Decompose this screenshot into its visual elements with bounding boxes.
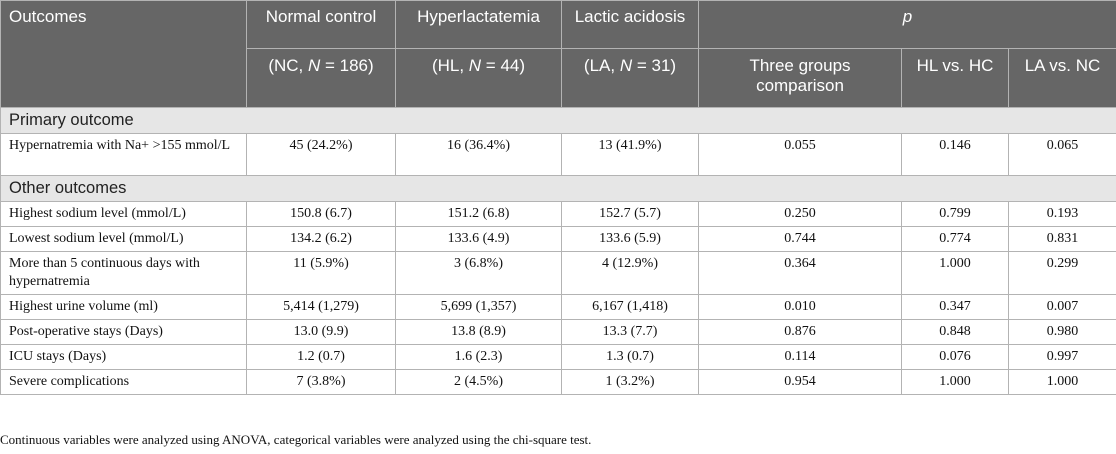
row-label: Lowest sodium level (mmol/L) [1,227,247,252]
cell-nc: 150.8 (6.7) [247,202,396,227]
cell-nc: 11 (5.9%) [247,252,396,295]
cell-p-la: 1.000 [1009,370,1116,395]
header-p: p [699,1,1116,49]
cell-nc: 7 (3.8%) [247,370,396,395]
row-label: Highest sodium level (mmol/L) [1,202,247,227]
cell-p-three: 0.954 [699,370,902,395]
row-label: Hypernatremia with Na+ >155 mmol/L [1,134,247,176]
cell-nc: 5,414 (1,279) [247,295,396,320]
section-label: Primary outcome [1,108,1116,134]
row-label: Post-operative stays (Days) [1,320,247,345]
cell-hl: 5,699 (1,357) [396,295,562,320]
section-other [1,176,1116,202]
table-row [1,345,1116,370]
cell-p-hl: 0.848 [902,320,1009,345]
cell-p-hl: 0.774 [902,227,1009,252]
cell-la: 152.7 (5.7) [562,202,699,227]
table-row [1,370,1116,395]
cell-la: 1 (3.2%) [562,370,699,395]
cell-p-three: 0.010 [699,295,902,320]
cell-nc: 13.0 (9.9) [247,320,396,345]
cell-hl: 13.8 (8.9) [396,320,562,345]
header-hl-n: (HL, N = 44) [396,49,562,108]
cell-la: 1.3 (0.7) [562,345,699,370]
table-row [1,134,1116,176]
row-label: ICU stays (Days) [1,345,247,370]
cell-la: 133.6 (5.9) [562,227,699,252]
cell-p-la: 0.299 [1009,252,1116,295]
cell-hl: 151.2 (6.8) [396,202,562,227]
header-outcomes: Outcomes [1,1,247,108]
table-row [1,227,1116,252]
cell-p-three: 0.055 [699,134,902,176]
cell-la: 6,167 (1,418) [562,295,699,320]
row-label: More than 5 continuous days with hypernatremia [1,252,247,295]
header-three-groups: Three groups comparison [699,49,902,108]
header-lactic-acidosis: Lactic acidosis [562,1,699,49]
header-hyperlactatemia: Hyperlactatemia [396,1,562,49]
cell-p-hl: 0.076 [902,345,1009,370]
cell-p-hl: 1.000 [902,370,1009,395]
cell-p-la: 0.193 [1009,202,1116,227]
header-nc-n: (NC, N = 186) [247,49,396,108]
header-la-n: (LA, N = 31) [562,49,699,108]
table-row [1,295,1116,320]
cell-p-three: 0.876 [699,320,902,345]
section-label: Other outcomes [1,176,1116,202]
table-row [1,320,1116,345]
row-label: Highest urine volume (ml) [1,295,247,320]
cell-p-la: 0.065 [1009,134,1116,176]
cell-p-three: 0.114 [699,345,902,370]
cell-p-la: 0.997 [1009,345,1116,370]
cell-p-hl: 0.347 [902,295,1009,320]
cell-nc: 134.2 (6.2) [247,227,396,252]
cell-nc: 45 (24.2%) [247,134,396,176]
table-row [1,252,1116,295]
cell-hl: 3 (6.8%) [396,252,562,295]
header-la-vs-nc: LA vs. NC [1009,49,1116,108]
cell-p-three: 0.364 [699,252,902,295]
section-primary [1,108,1116,134]
cell-p-la: 0.831 [1009,227,1116,252]
table-row [1,202,1116,227]
cell-p-three: 0.744 [699,227,902,252]
cell-la: 13 (41.9%) [562,134,699,176]
cell-p-la: 0.007 [1009,295,1116,320]
cell-p-hl: 0.799 [902,202,1009,227]
header-normal-control: Normal control [247,1,396,49]
cell-p-la: 0.980 [1009,320,1116,345]
cell-p-three: 0.250 [699,202,902,227]
cell-hl: 2 (4.5%) [396,370,562,395]
cell-hl: 16 (36.4%) [396,134,562,176]
row-label: Severe complications [1,370,247,395]
cell-la: 4 (12.9%) [562,252,699,295]
cell-p-hl: 1.000 [902,252,1009,295]
cell-hl: 1.6 (2.3) [396,345,562,370]
cell-la: 13.3 (7.7) [562,320,699,345]
table-footnote: Continuous variables were analyzed using ANOVA, categorical variables were analyzed using the chi-square test. [0,432,592,447]
cell-hl: 133.6 (4.9) [396,227,562,252]
cell-p-hl: 0.146 [902,134,1009,176]
cell-nc: 1.2 (0.7) [247,345,396,370]
header-hl-vs-hc: HL vs. HC [902,49,1009,108]
